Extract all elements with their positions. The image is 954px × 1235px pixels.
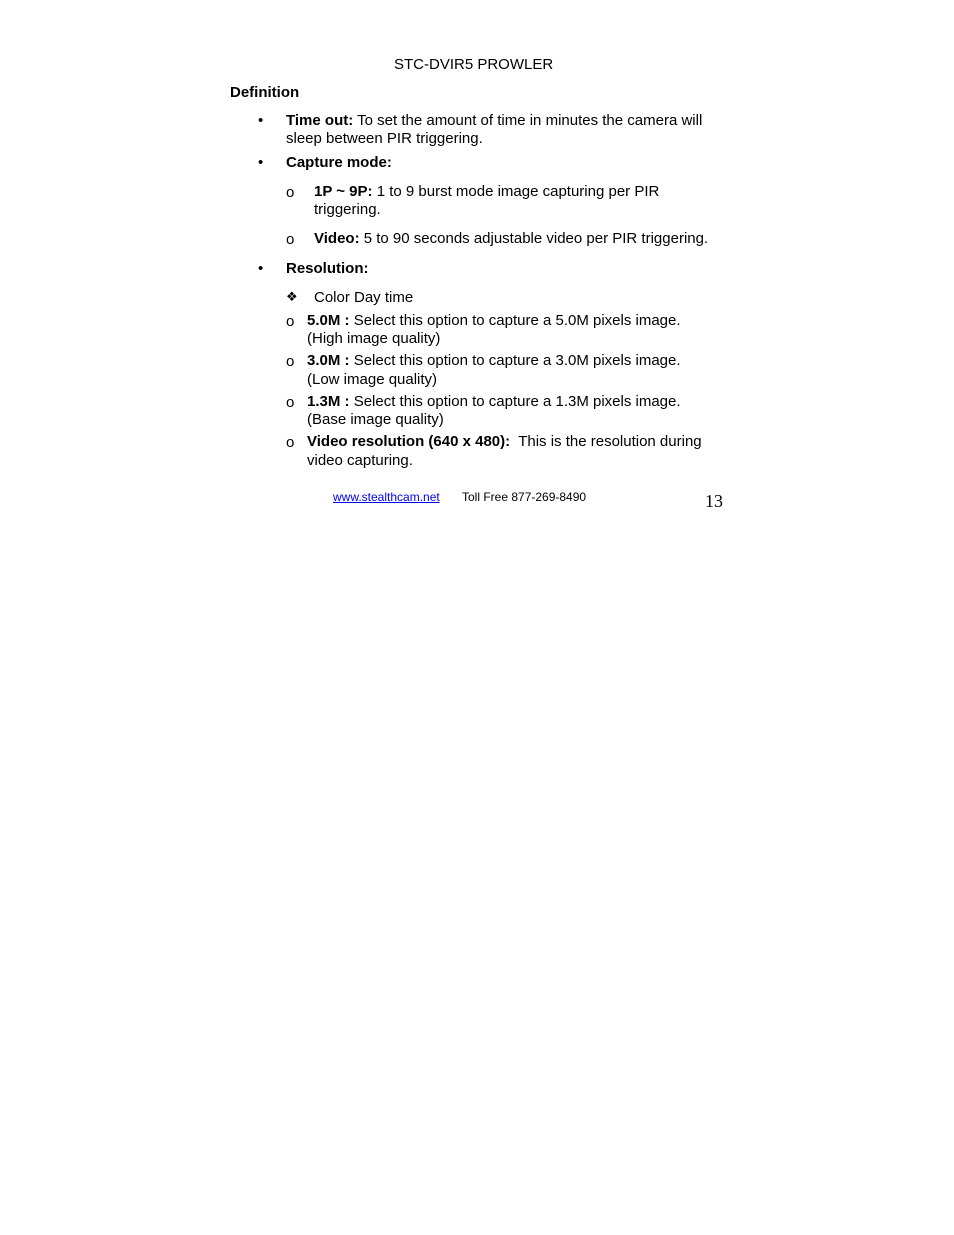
circle-bullet-icon: o (286, 434, 295, 451)
website-link[interactable]: www.stealthcam.net (333, 490, 440, 504)
burst-label: 1P ~ 9P: (314, 183, 373, 200)
res-1-3m-item (307, 393, 681, 411)
bullet-icon: • (258, 112, 264, 129)
page-number: 13 (705, 491, 723, 511)
circle-bullet-icon: o (286, 353, 295, 370)
res-5m-quality: (High image quality) (307, 330, 441, 347)
toll-free-phone: Toll Free 877-269-8490 (462, 490, 587, 504)
timeout-text: To set the amount of time in minutes the camera will (357, 112, 703, 129)
bullet-icon: • (258, 154, 264, 171)
bullet-icon: • (258, 260, 264, 277)
video-mode-label: Video: (314, 230, 360, 247)
res-3m-quality: (Low image quality) (307, 371, 438, 388)
circle-bullet-icon: o (286, 231, 295, 248)
res-3m-label: 3.0M : (307, 352, 350, 369)
color-day-time-heading: Color Day time (314, 289, 414, 306)
video-resolution-text-cont: video capturing. (307, 452, 413, 469)
burst-text: 1 to 9 burst mode image capturing per PIR (376, 183, 660, 200)
circle-bullet-icon: o (286, 184, 295, 201)
page-header: STC-DVIR5 PROWLER (394, 56, 554, 73)
video-mode-item (314, 230, 708, 248)
resolution-label: Resolution: (286, 260, 369, 277)
burst-text-cont: triggering. (314, 201, 381, 218)
diamond-bullet-icon: ❖ (286, 290, 298, 305)
capture-mode-label: Capture mode: (286, 154, 392, 171)
timeout-item (286, 112, 702, 130)
res-1-3m-label: 1.3M : (307, 393, 350, 410)
res-1-3m-text: Select this option to capture a 1.3M pixels image. (353, 393, 681, 410)
video-resolution-label: Video resolution (640 x 480): (307, 433, 511, 450)
timeout-text-cont: sleep between PIR triggering. (286, 130, 483, 147)
video-mode-text: 5 to 90 seconds adjustable video per PIR triggering. (363, 230, 709, 247)
circle-bullet-icon: o (286, 313, 295, 330)
res-3m-item (307, 352, 681, 370)
circle-bullet-icon: o (286, 394, 295, 411)
video-resolution-item (307, 433, 702, 451)
timeout-label: Time out: (286, 112, 354, 129)
video-resolution-text: This is the resolution during (518, 433, 702, 450)
res-1-3m-quality: (Base image quality) (307, 411, 444, 428)
res-5m-item (307, 312, 681, 330)
res-5m-text: Select this option to capture a 5.0M pixels image. (353, 312, 681, 329)
res-5m-label: 5.0M : (307, 312, 350, 329)
section-heading: Definition (230, 84, 300, 101)
res-3m-text: Select this option to capture a 3.0M pixels image. (353, 352, 681, 369)
burst-item (314, 183, 659, 201)
